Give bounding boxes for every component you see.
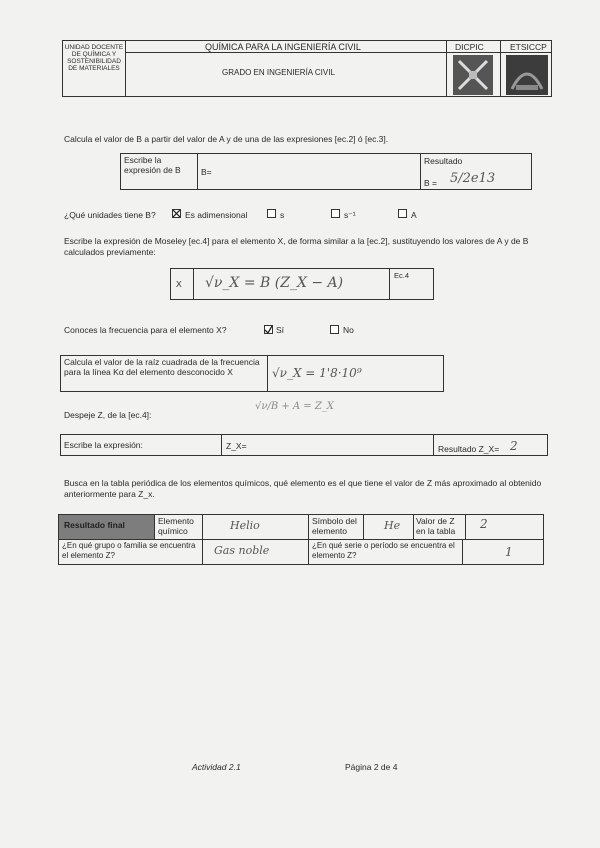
footer-activity: Actividad 2.1 (192, 762, 241, 772)
course-title: QUÍMICA PARA LA INGENIERÍA CIVIL (205, 42, 361, 52)
unit-checkbox-a[interactable] (398, 209, 407, 218)
final-title: Resultado final (64, 520, 125, 530)
footer-page: Página 2 de 4 (345, 762, 398, 772)
instruction-b: Calcula el valor de B a partir del valor de A y de una de las expresiones [ec.2] ó [ec.3]. (64, 134, 389, 144)
unit-label-s: s (280, 210, 285, 220)
unit-name: UNIDAD DOCENTE DE QUÍMICA Y SOSTENIBILIDAD DE MATERIALES (64, 44, 124, 72)
z-result-value[interactable]: 2 (510, 439, 518, 453)
unit-label-dimensionless: Es adimensional (185, 210, 248, 220)
dept-name: DICPIC (455, 42, 484, 52)
moseley-instruction: Escribe la expresión de Moseley [ec.4] para el elemento X, de forma similar a la [ec.2], sustituyendo los valores de A y de B calculados previamente: (64, 236, 529, 257)
moseley-var: X (176, 279, 182, 289)
group-label: ¿En qué grupo o familia se encuentra el elemento Z? (62, 541, 196, 560)
solve-instruction: Despeje Z, de la [ec.4]: (64, 410, 152, 420)
element-label: Elemento químico (158, 516, 194, 536)
symbol-label: Símbolo del elemento (312, 516, 357, 536)
degree-title: GRADO EN INGENIERÍA CIVIL (222, 68, 335, 77)
unit-checkbox-s[interactable] (267, 209, 276, 218)
unit-label-a: A (411, 210, 417, 220)
b-result-value[interactable]: 5/2e13 (450, 171, 496, 186)
symbol-value[interactable]: He (384, 519, 401, 532)
school-logo (506, 55, 548, 95)
freq-yes-label: Sí (276, 325, 285, 335)
search-instruction: Busca en la tabla periódica de los elementos químicos, qué elemento es el que tiene el valor de Z más aproximado al obtenido anteriormente para Z_x. (64, 478, 542, 499)
b-result-prefix: B = (424, 178, 437, 188)
school-name: ETSICCP (510, 42, 547, 52)
element-value[interactable]: Helio (230, 519, 260, 532)
dept-logo (453, 55, 493, 95)
series-value[interactable]: 1 (505, 545, 513, 559)
group-value[interactable]: Gas noble (214, 544, 270, 557)
unit-checkbox-dimensionless[interactable] (172, 209, 181, 218)
moseley-expression[interactable]: √ν_X = B (Z_X − A) (205, 275, 344, 291)
sqrt-value[interactable]: √ν_X = 1'8·10⁹ (272, 366, 362, 380)
b-result-label: Resultado (424, 156, 463, 166)
solve-scribble: √ν/B + A = Z_X (255, 401, 334, 412)
freq-yes-checkbox[interactable] (264, 325, 273, 334)
unit-checkbox-s-inv[interactable] (331, 209, 340, 218)
z-expression-label: Escribe la expresión: (64, 440, 143, 450)
freq-question: Conoces la frecuencia para el elemento X? (64, 325, 227, 335)
moseley-eq-label: Ec.4 (394, 271, 410, 280)
z-prefix: Z_X= (226, 441, 247, 451)
unit-label-s-inv: s⁻¹ (344, 210, 356, 220)
b-label: Escribe la expresión de B (124, 155, 181, 175)
b-prefix: B= (201, 167, 212, 177)
sqrt-label: Calcula el valor de la raíz cuadrada de la frecuencia para la línea Kα del elemento desconocido X (64, 357, 260, 377)
units-question: ¿Qué unidades tiene B? (64, 210, 156, 220)
freq-no-label: No (343, 325, 354, 335)
freq-no-checkbox[interactable] (330, 325, 339, 334)
series-label: ¿En qué serie o período se encuentra el elemento Z? (312, 541, 455, 560)
z-table-value[interactable]: 2 (480, 517, 488, 531)
z-result-label: Resultado Z_X= (438, 444, 500, 454)
z-table-label: Valor de Z en la tabla (416, 516, 456, 536)
